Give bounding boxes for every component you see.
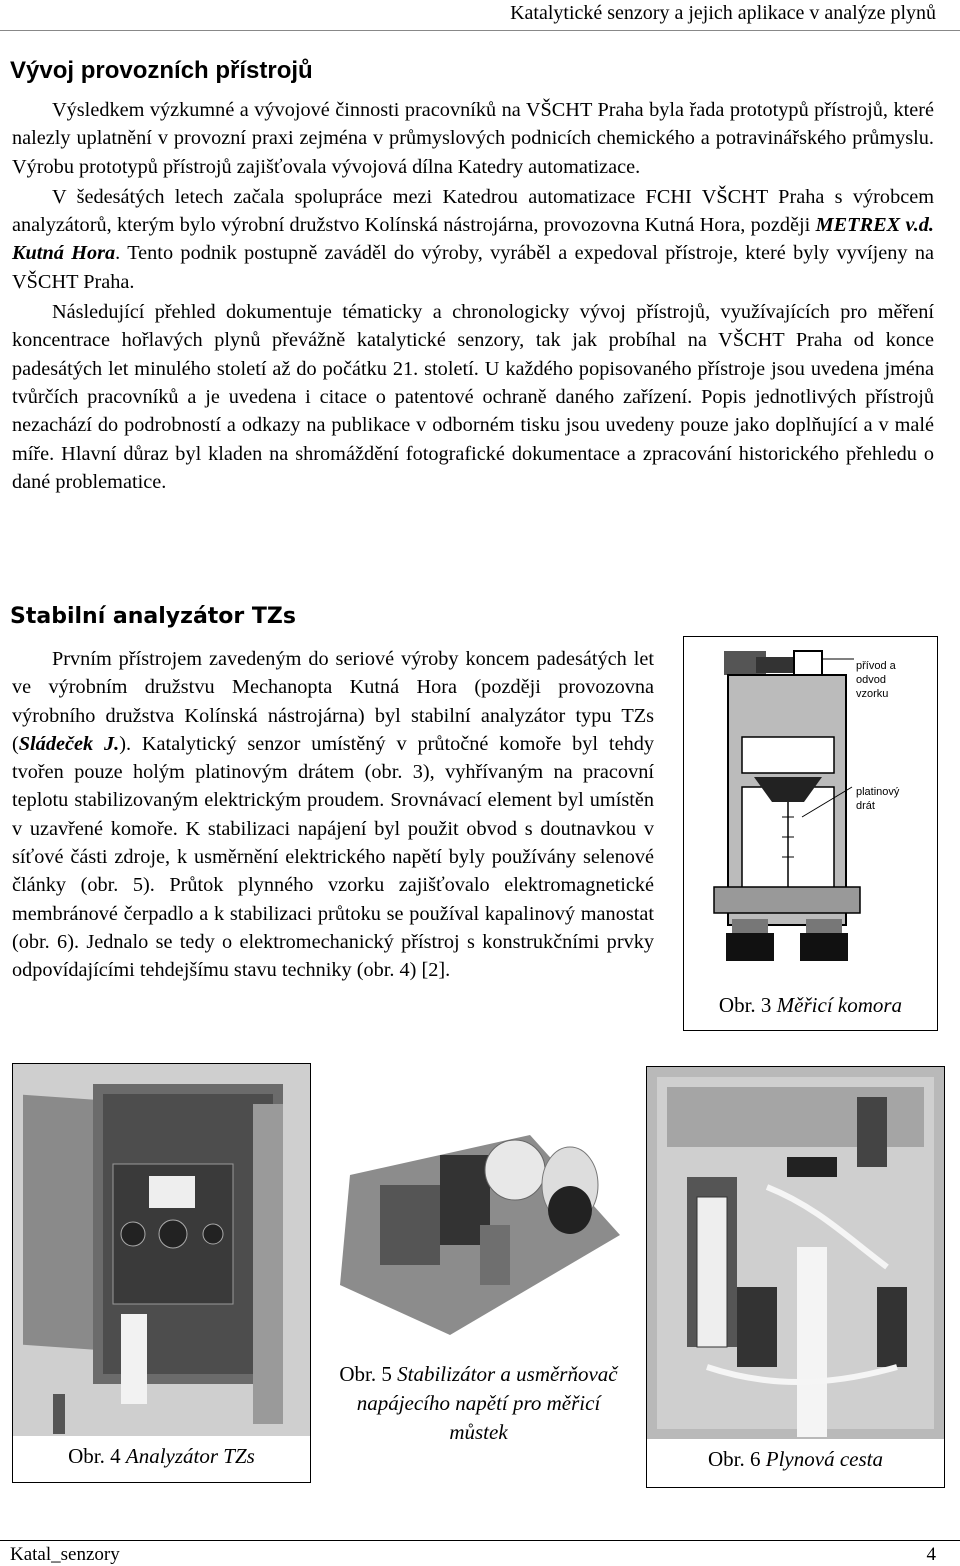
paragraph-intro: Výsledkem výzkumné a vývojové činnosti pracovníků na VŠCHT Praha byla řada prototypů přístrojů, které nalezly uplatnění v provozní praxi zejména v průmyslových podnicích chemického a potravinářského průmyslu. Výrobu prototypů přístrojů zajišťovala vývojová dílna Katedry automatizace. <box>12 99 934 178</box>
paragraph-tzs <box>12 645 654 985</box>
paragraph-cooperation <box>12 183 934 296</box>
annotation-inlet: přívod a <box>856 660 896 672</box>
fig3-title: Měřicí komora <box>776 993 903 1017</box>
footer-label: Katal_senzory <box>10 1544 120 1565</box>
section1-body <box>12 96 934 496</box>
gas-path-photo <box>647 1067 944 1439</box>
footer-rule <box>0 1540 960 1541</box>
fig4-label: Obr. 4 <box>68 1444 121 1468</box>
fig6-title: Plynová cesta <box>765 1447 883 1471</box>
tzs-text-a: Prvním přístrojem zavedeným do seriové výroby koncem padesátých let ve výrobním družstvu Mechanopta Kutná Hora (později provozovna výrobního družstva Kolínská nástrojárna) byl stabilní analyzátor typu TZs ( <box>12 648 654 755</box>
figure-6 <box>646 1066 945 1488</box>
figure-5-photo <box>330 1115 627 1355</box>
fig3-label: Obr. 3 <box>718 993 772 1017</box>
annotation-inlet-2: odvod <box>856 674 886 686</box>
figure-6-caption <box>647 1445 944 1473</box>
fig5-title: Stabilizátor a usměrňovač napájecího napětí pro měřicí můstek <box>356 1362 618 1444</box>
figure-3 <box>683 636 938 1031</box>
annotation-inlet-3: vzorku <box>856 688 889 700</box>
tzs-text-b: ). Katalytický senzor umístěný v průtočné komoře byl tehdy tvořen pouze holým platinovým drátem (obr. 3), vyhřívaným na pracovní teplotu stabilizovaným elektrickým proudem. Srovnávací element byl umístěn v uzavřené komoře. K stabilizaci napájení byl použit obvod s doutnavkou v síťové části zdroje, k usměrnění elektrického napětí byly používány selenové články (obr. 5). Průtok plynného vzorku zajišťovalo elektromagnetické membránové čerpadlo a k stabilizaci průtoku se používal kapalinový manostat (obr. 6). Jednalo se tedy o elektromechanický přístroj s konstrukčními prvky odpovídajícími tehdejšímu stavu techniky (obr. 4) [2]. <box>12 732 654 982</box>
section-title-tzs: Stabilní analyzátor TZs <box>10 604 296 629</box>
paragraph-overview: Následující přehled dokumentuje tématicky a chronologicky vývoj přístrojů, využívajících pro měření koncentrace hořlavých plynů převážně katalytické senzory, tak jak probíhal na VŠCHT Praha od konce padesátých let minulého století až do počátku 21. století. U každého popisovaného přístroje jsou uvedena jména tvůrčích pracovníků a je uvedena i citace o patentové ochraně daného zařízení. Popis jednotlivých přístrojů nezachází do podrobností a odkazy na publikace v odborném tisku jsou uvedeny pouze jako doplňující a v malé míře. Hlavní důraz byl kladen na shromáždění fotografické dokumentace a zpracování historického přehledu o dané problematice. <box>12 301 934 493</box>
fig4-title: Analyzátor TZs <box>125 1444 255 1468</box>
fig5-label: Obr. 5 <box>339 1362 392 1386</box>
annotation-wire: platinový <box>856 786 900 798</box>
figure-5-caption <box>330 1360 627 1447</box>
analyzer-tzs-photo <box>13 1064 310 1436</box>
cooperation-text: V šedesátých letech začala spolupráce mezi Katedrou automatizace FCHI VŠCHT Praha s výrobcem analyzátorů, kterým bylo výrobní družstvo Kolínská nástrojárna, provozovna Kutná Hora, později <box>12 185 934 237</box>
section2-body <box>12 645 654 985</box>
figure-4 <box>12 1063 311 1483</box>
company-name: METREX v.d. Kutná Hora <box>12 214 935 265</box>
header-rule <box>0 30 960 31</box>
cooperation-text-end: . Tento podnik postupně zaváděl do výroby, vyráběl a expedoval přístroje, které byly vyvíjeny na VŠCHT Praha. <box>12 242 934 293</box>
stabilizer-photo <box>330 1115 627 1355</box>
measuring-chamber-drawing <box>684 637 937 987</box>
author-name: Sládeček J. <box>18 732 120 755</box>
annotation-wire-2: drát <box>856 800 875 812</box>
fig6-label: Obr. 6 <box>708 1447 761 1471</box>
running-header: Katalytické senzory a jejich aplikace v analýze plynů <box>510 2 936 24</box>
section-title-development: Vývoj provozních přístrojů <box>10 57 313 84</box>
figure-3-caption <box>684 991 937 1019</box>
page-number: 4 <box>926 1544 936 1565</box>
figure-4-caption <box>13 1442 310 1470</box>
